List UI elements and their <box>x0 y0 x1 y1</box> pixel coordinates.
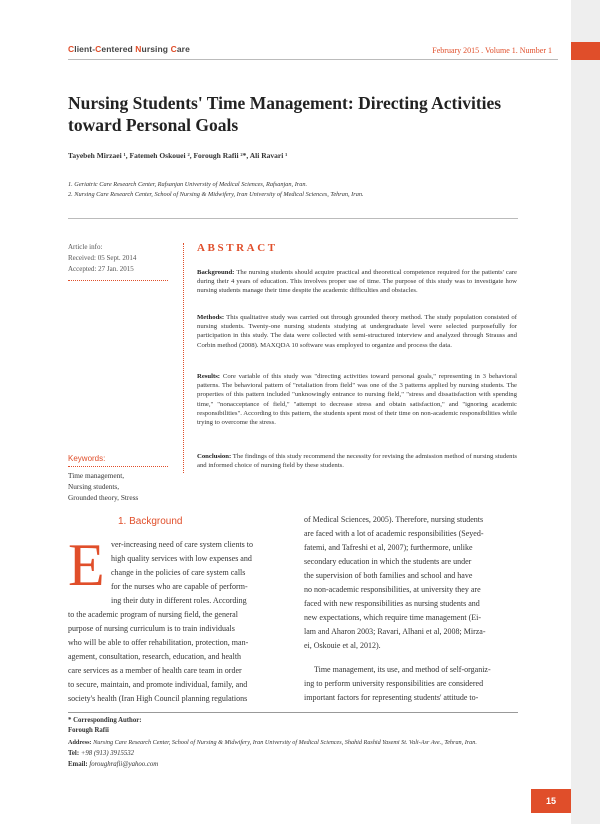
author-tel: Tel: +98 (913) 3915532 <box>68 750 135 757</box>
received-date: Received: 05 Sept. 2014 <box>68 254 137 262</box>
body-line: ing their duty in different roles. According <box>111 596 247 605</box>
abstract-results: Results: Core variable of this study was "directing activities toward personal goals," representing in 3 behavioral patterns. The behavioral pattern of "retaliation from field" was one of the 3 patterns applied by nursing students. The properties of this pattern included "unknowingly entrance to nursing field," "stress and dissatisfaction with spending time," "nonacceptance of field," "attempt to decrease stress and obtain satisfaction," and "ignoring academic responsibilities". According to this pattern, the students spent most of their time on non-academic responsibilities while trying to overcome the stress. <box>197 373 517 427</box>
body-line: no non-academic responsibilities, at university they are <box>304 585 481 594</box>
corresponding-author-heading: * Corresponding Author: <box>68 717 142 724</box>
body-line: important factors for representing students' attitude to- <box>304 693 479 702</box>
author-address: Address: Nursing Care Research Center, School of Nursing & Midwifery, Iran University of Medical Sciences, Shahid Rashid Yasemi St. Vali-Asr Ave., Tehran, Iran. <box>68 739 477 746</box>
abstract-methods: Methods: This qualitative study was carried out through grounded theory method. The study population consisted of nursing students. Twenty-one nursing students studying at undergraduate level were selected purposefully for participation in this study. The data were collected with semi-structured interview and analyzed through Strauss and Corbin method (2008). MAXQDA 10 software was employed to organize and process the data. <box>197 314 517 349</box>
body-line: fatemi, and Tafreshi et al, 2007); furthermore, unlike <box>304 543 473 552</box>
body-line: change in the policies of care system calls <box>111 568 246 577</box>
article-info-label: Article info: <box>68 243 103 251</box>
body-line: the supervision of both families and school and have <box>304 571 473 580</box>
keywords-rule <box>68 466 168 467</box>
issue-info: February 2015 . Volume 1. Number 1 <box>432 46 552 55</box>
body-line: faced with new responsibilities as nursing students and <box>304 599 480 608</box>
body-line: who will be able to offer rehabilitation, protection, man- <box>68 638 249 647</box>
keyword-item: Nursing students, <box>68 482 120 491</box>
right-margin-bar <box>571 0 600 824</box>
corresponding-author-name: Forough Rafii <box>68 727 109 734</box>
body-line: for the nurses who are capable of perform- <box>111 582 248 591</box>
drop-cap: E <box>68 532 105 598</box>
body-line: lam and Aharon 2003; Ravari, Alhani et al, 2008; Mirza- <box>304 627 486 636</box>
abstract-conclusion: Conclusion: The findings of this study recommend the necessity for revising the admission method of nursing students and informed choice of nursing field by these students. <box>197 453 517 470</box>
section-heading: 1. Background <box>118 516 183 527</box>
author-email[interactable]: Email: foroughrafii@yahoo.com <box>68 761 159 768</box>
body-line: to the academic program of nursing field, the general <box>68 610 238 619</box>
body-line: purpose of nursing curriculum is to train individuals <box>68 624 235 633</box>
header-rule <box>68 59 558 60</box>
keyword-item: Grounded theory, Stress <box>68 493 139 502</box>
body-line: Time management, its use, and method of self-organiz- <box>314 665 491 674</box>
journal-name: Client-Centered Nursing Care <box>68 44 190 54</box>
body-line: agement, consultation, research, education, and health <box>68 652 242 661</box>
abstract-heading: ABSTRACT <box>197 242 278 254</box>
body-line: to secure, maintain, and promote individual, family, and <box>68 680 248 689</box>
affiliation-1: 1. Geriatric Care Research Center, Rafsanjan University of Medical Sciences, Rafsanjan, Iran. <box>68 181 308 188</box>
author-list: Tayebeh Mirzaei ¹, Fatemeh Oskouei ², Forough Rafii ²*, Ali Ravari ¹ <box>68 151 288 160</box>
body-line: high quality services with low expenses and <box>111 554 252 563</box>
body-line: secondary education in which the students are under <box>304 557 472 566</box>
accepted-date: Accepted: 27 Jan. 2015 <box>68 265 134 273</box>
article-title: Nursing Students' Time Management: Directing Activities toward Personal Goals <box>68 93 502 135</box>
keywords-heading: Keywords: <box>68 454 106 463</box>
keyword-item: Time management, <box>68 471 125 480</box>
affiliation-2: 2. Nursing Care Research Center, School of Nursing & Midwifery, Iran University of Medical Sciences, Tehran, Iran. <box>68 191 364 198</box>
header-accent-block <box>571 42 600 60</box>
footnote-rule <box>68 712 518 713</box>
body-line: care services as a member of health care team in order <box>68 666 242 675</box>
body-line: ver-increasing need of care system clients to <box>111 540 254 549</box>
abstract-background: Background: The nursing students should acquire practical and theoretical competence required for the patients' care during their 4 years of education. This involves proper use of time. The purpose of this study was to investigate how nursing students manage their time despite the academic difficulties and obstacles. <box>197 269 517 295</box>
body-line: ei, Oskouie et al, 2012). <box>304 641 381 650</box>
body-line: ing to perform university responsibilities are considered <box>304 679 484 688</box>
body-line: society's health (Iran High Council planning regulations <box>68 694 248 703</box>
body-line: of Medical Sciences, 2005). Therefore, nursing students <box>304 515 484 524</box>
body-line: are faced with a lot of academic responsibilities (Seyed- <box>304 529 484 538</box>
abstract-divider <box>183 243 184 473</box>
body-line: new expectations, which require time management (Ei- <box>304 613 482 622</box>
info-rule <box>68 280 168 281</box>
title-rule <box>68 218 518 219</box>
page-number: 15 <box>531 789 571 813</box>
